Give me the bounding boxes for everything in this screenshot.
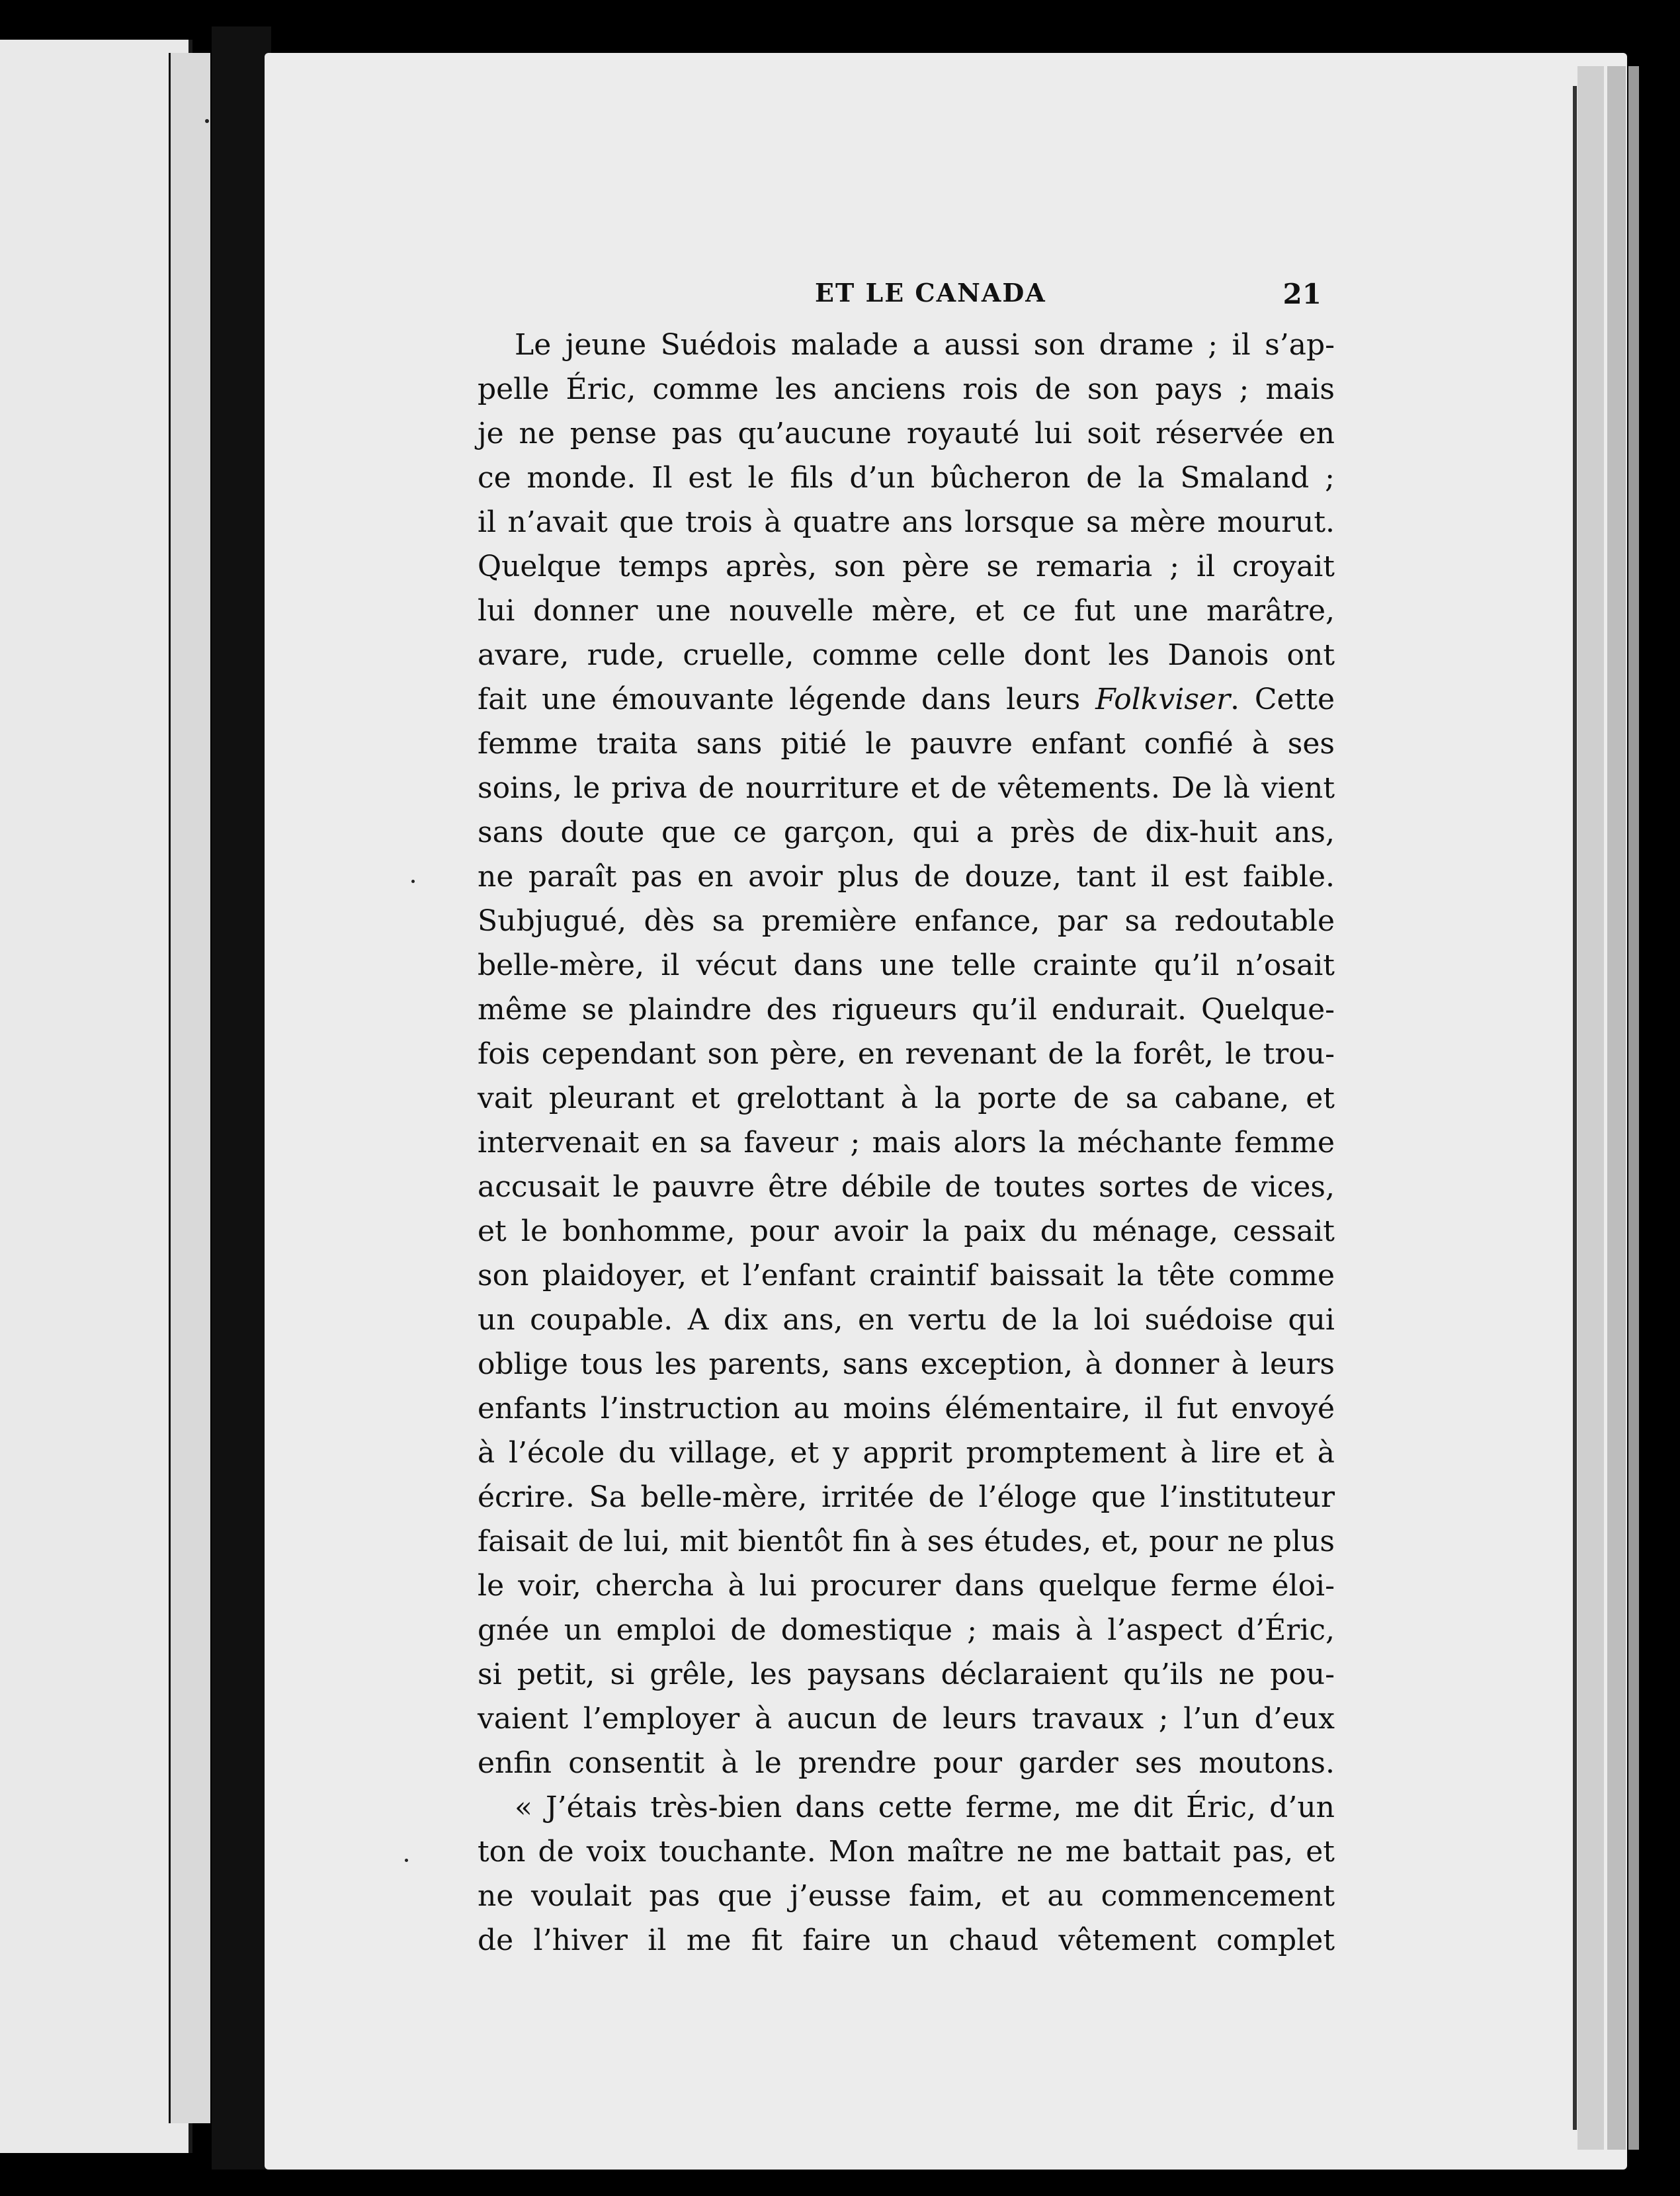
text-line: accusait le pauvre être débile de toutes sortes de vices, bbox=[478, 1170, 1335, 1204]
scan-speck bbox=[205, 119, 209, 123]
text-line: le voir, chercha à lui procurer dans quelque ferme éloi- bbox=[478, 1569, 1335, 1603]
text-line: même se plaindre des rigueurs qu’il endurait. Quelque- bbox=[478, 993, 1335, 1027]
page-header bbox=[478, 278, 1335, 323]
scan-speck bbox=[411, 880, 415, 883]
text-line: faisait de lui, mit bientôt fin à ses études, et, pour ne plus bbox=[478, 1525, 1335, 1558]
text-line: écrire. Sa belle-mère, irritée de l’éloge que l’instituteur bbox=[478, 1480, 1335, 1514]
text-line: Subjugué, dès sa première enfance, par sa redoutable bbox=[478, 904, 1335, 938]
running-head: ET LE CANADA bbox=[815, 278, 1046, 308]
text-line: soins, le priva de nourriture et de vêtements. De là vient bbox=[478, 771, 1335, 805]
text-line: ton de voix touchante. Mon maître ne me battait pas, et bbox=[478, 1835, 1335, 1869]
text-line: pelle Éric, comme les anciens rois de son pays ; mais bbox=[478, 372, 1335, 406]
page-block-edge bbox=[1577, 66, 1604, 2150]
text-line: oblige tous les parents, sans exception, à donner à leurs bbox=[478, 1347, 1335, 1381]
page-edge-shadow bbox=[1573, 86, 1577, 2130]
text-line: « J’étais très-bien dans cette ferme, me dit Éric, d’un bbox=[515, 1791, 1335, 1824]
page-text-block bbox=[478, 278, 1335, 1963]
text-line: si petit, si grêle, les paysans déclaraient qu’ils ne pou- bbox=[478, 1658, 1335, 1691]
page-block-edge bbox=[1607, 66, 1626, 2150]
text-line: ne voulait pas que j’eusse faim, et au commencement bbox=[478, 1879, 1335, 1913]
book-gutter bbox=[212, 26, 271, 2170]
text-line: de l’hiver il me fit faire un chaud vêtement complet bbox=[478, 1923, 1335, 1957]
left-page-edge bbox=[169, 53, 210, 2123]
text-line: il n’avait que trois à quatre ans lorsque sa mère mourut. bbox=[478, 505, 1335, 539]
text-line: vait pleurant et grelottant à la porte de sa cabane, et bbox=[478, 1081, 1335, 1115]
left-facing-page bbox=[0, 40, 192, 2153]
text-line: ce monde. Il est le fils d’un bûcheron de la Smaland ; bbox=[478, 461, 1335, 495]
text-line: intervenait en sa faveur ; mais alors la méchante femme bbox=[478, 1126, 1335, 1160]
text-line: un coupable. A dix ans, en vertu de la loi suédoise qui bbox=[478, 1303, 1335, 1337]
text-line: belle-mère, il vécut dans une telle crainte qu’il n’osait bbox=[478, 949, 1335, 982]
text-line: vaient l’employer à aucun de leurs travaux ; l’un d’eux bbox=[478, 1702, 1335, 1736]
page-number: 21 bbox=[1282, 278, 1322, 310]
text-line: Le jeune Suédois malade a aussi son drame ; il s’ap- bbox=[515, 328, 1335, 362]
text-line: femme traita sans pitié le pauvre enfant confié à ses bbox=[478, 727, 1335, 761]
text-line: son plaidoyer, et l’enfant craintif baissait la tête comme bbox=[478, 1259, 1335, 1292]
text-line: et le bonhomme, pour avoir la paix du ménage, cessait bbox=[478, 1214, 1335, 1248]
text-line: je ne pense pas qu’aucune royauté lui soit réservée en bbox=[478, 417, 1335, 450]
text-line: à l’école du village, et y apprit promptement à lire et à bbox=[478, 1436, 1335, 1470]
text-line: fois cependant son père, en revenant de la forêt, le trou- bbox=[478, 1037, 1335, 1071]
page-block-edge bbox=[1628, 66, 1639, 2150]
text-line: avare, rude, cruelle, comme celle dont les Danois ont bbox=[478, 638, 1335, 672]
text-line: ne paraît pas en avoir plus de douze, tant il est faible. bbox=[478, 860, 1335, 894]
body-text bbox=[478, 323, 1335, 1963]
text-line: Quelque temps après, son père se remaria ; il croyait bbox=[478, 550, 1335, 583]
scan-speck bbox=[405, 1859, 408, 1862]
text-line: enfin consentit à le prendre pour garder ses moutons. bbox=[478, 1746, 1335, 1780]
text-line: gnée un emploi de domestique ; mais à l’aspect d’Éric, bbox=[478, 1613, 1335, 1647]
text-line: lui donner une nouvelle mère, et ce fut une marâtre, bbox=[478, 594, 1335, 628]
text-line: sans doute que ce garçon, qui a près de dix-huit ans, bbox=[478, 816, 1335, 849]
text-line: fait une émouvante légende dans leurs Folkviser. Cette bbox=[478, 683, 1335, 716]
text-line: enfants l’instruction au moins élémentaire, il fut envoyé bbox=[478, 1392, 1335, 1425]
